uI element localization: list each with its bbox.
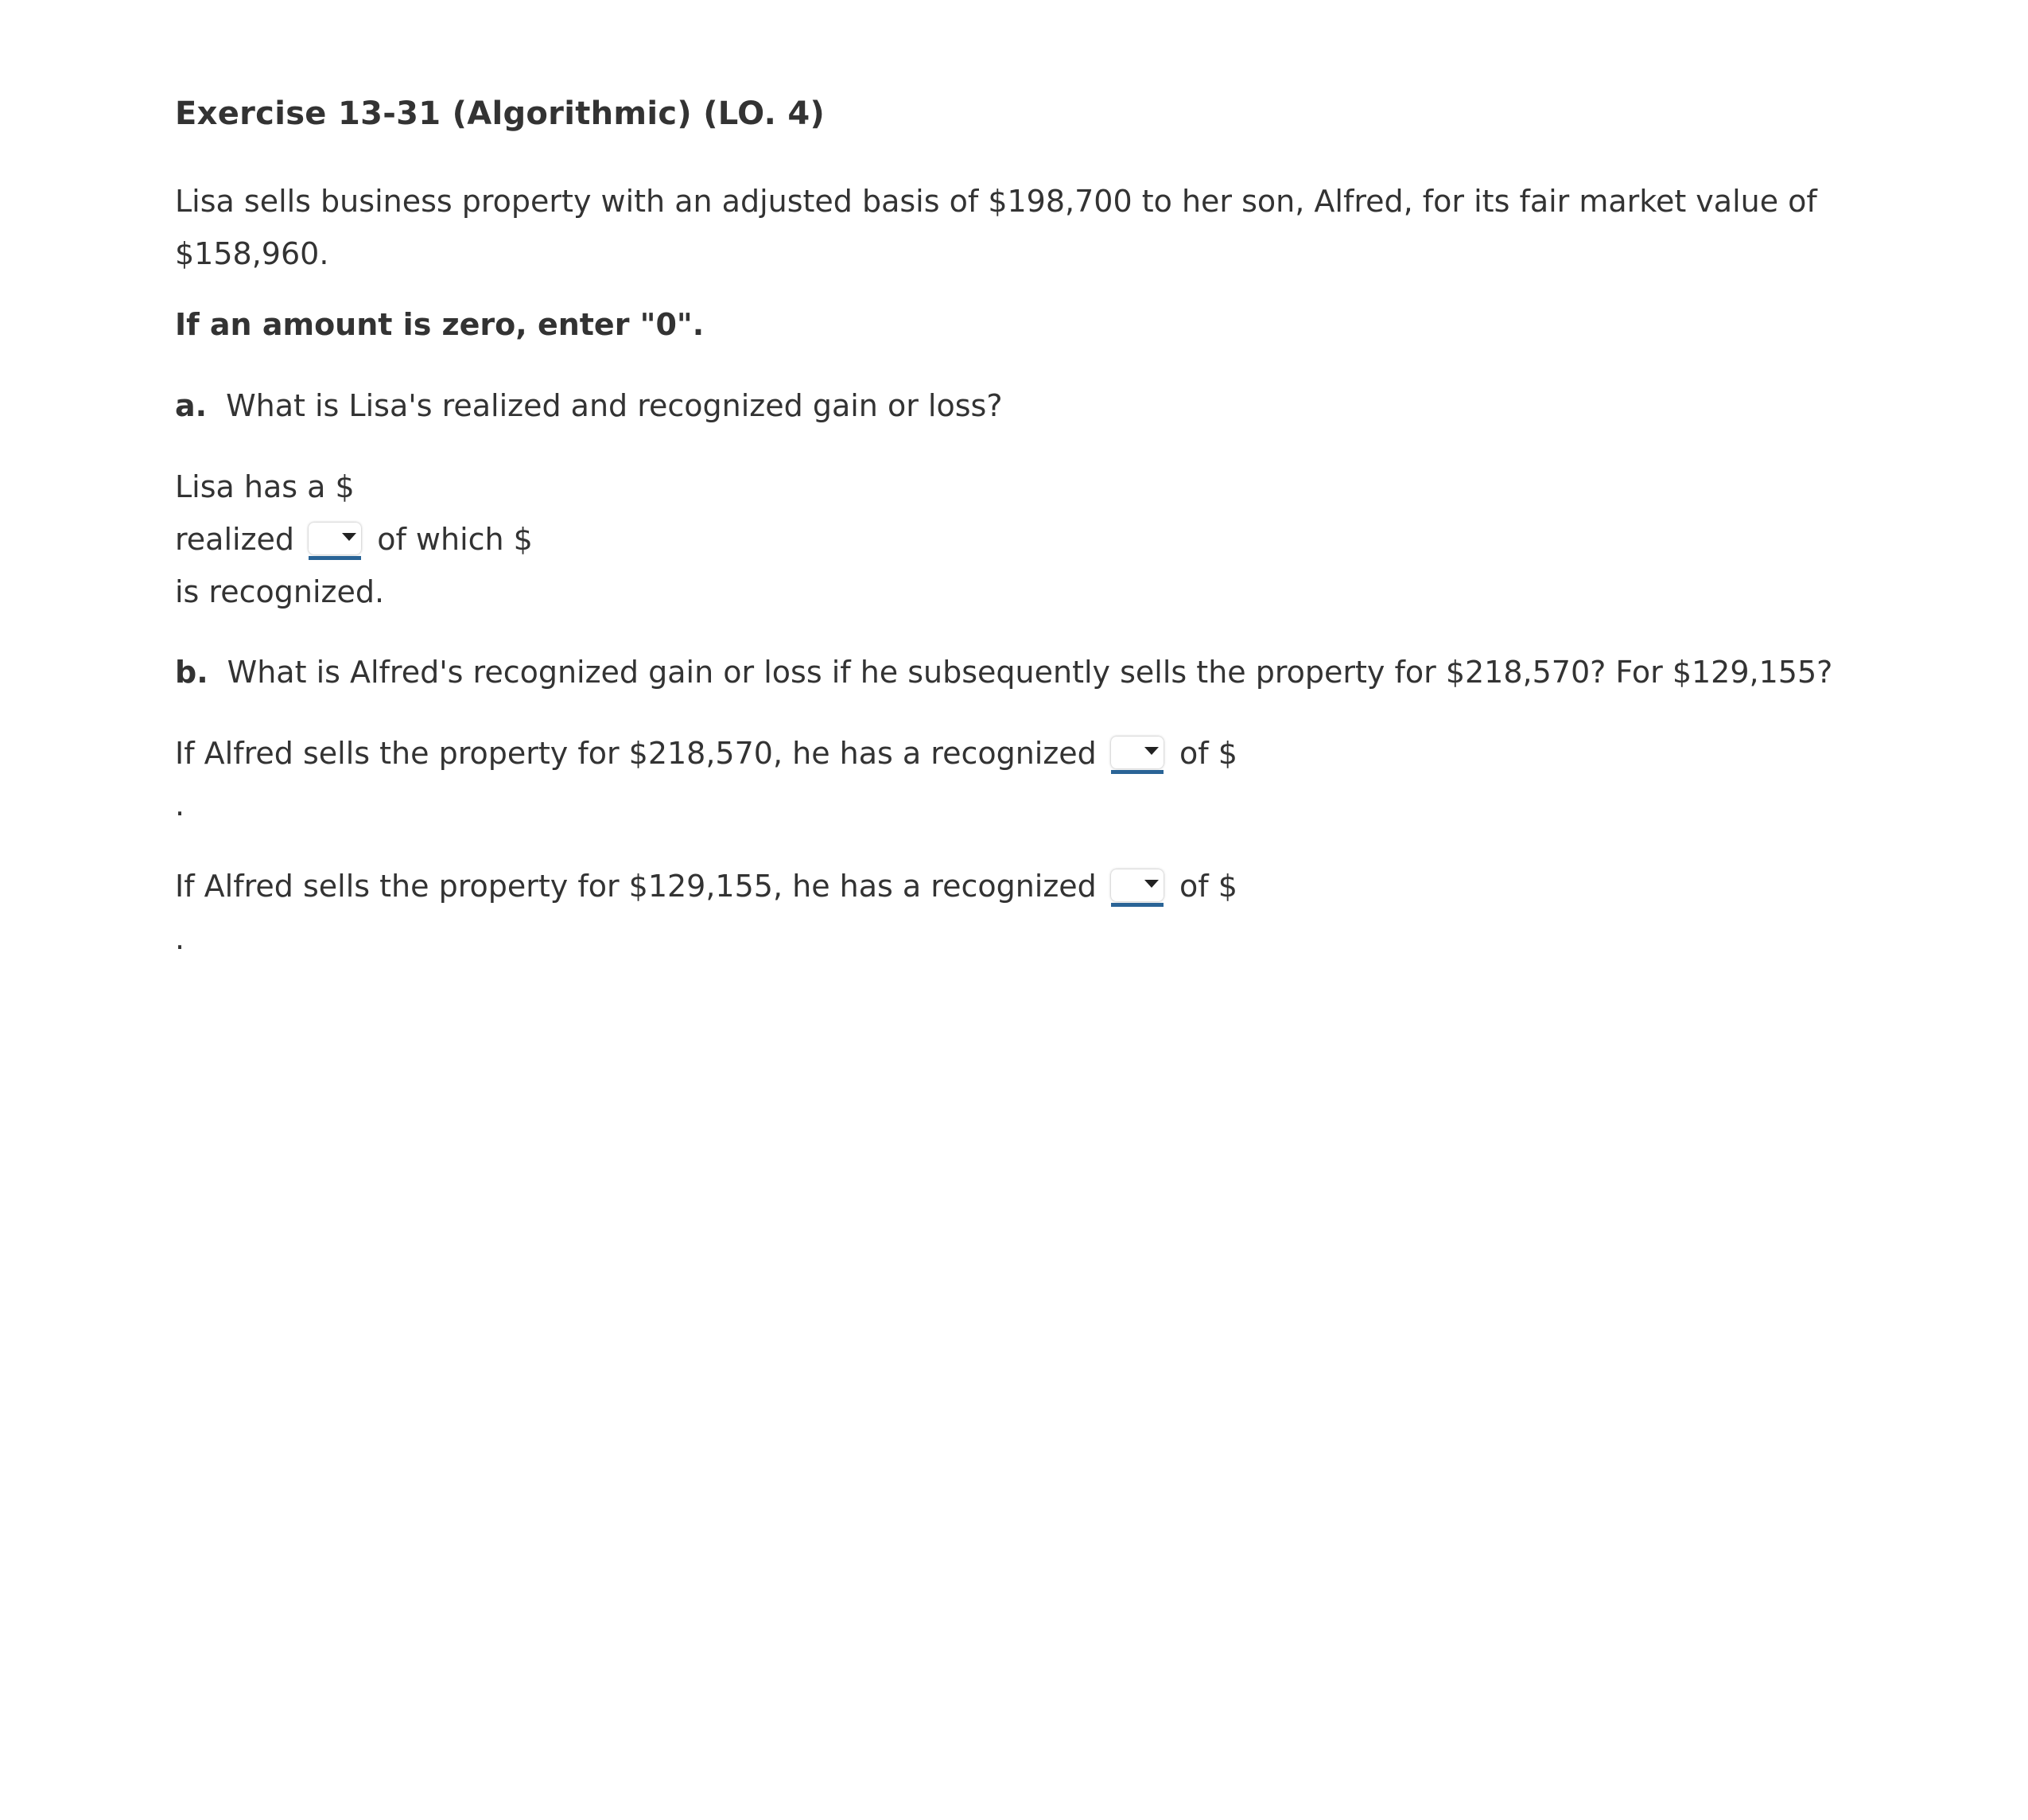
part-b-answer-1-gain-loss-dropdown[interactable]: [1111, 737, 1164, 768]
part-b-label: b.: [175, 655, 208, 690]
part-a-label: a.: [175, 388, 208, 423]
part-a-line2-prefix: realized: [175, 522, 295, 557]
part-b-answer-1: [175, 736, 1237, 772]
part-b-answer-1-suffix: of $: [1179, 736, 1237, 771]
chevron-down-icon: [342, 533, 356, 541]
zero-instruction: If an amount is zero, enter "0".: [175, 307, 705, 342]
exercise-title: Exercise 13-31 (Algorithmic) (LO. 4): [175, 95, 826, 132]
part-b-question-text: What is Alfred's recognized gain or loss if he subsequently sells the property for $218,570? For $129,155?: [227, 655, 1833, 690]
chevron-down-icon: [1144, 880, 1159, 888]
part-a-answer-line-1: [175, 469, 355, 504]
part-b-answer-2-gain-loss-dropdown[interactable]: [1111, 869, 1164, 901]
part-b-answer-1-prefix: If Alfred sells the property for $218,570, he has a recognized: [175, 736, 1097, 771]
part-b-answer-2-prefix: If Alfred sells the property for $129,155, he has a recognized: [175, 869, 1097, 904]
part-b-answer-1-end: .: [175, 788, 185, 822]
part-b-question: [175, 655, 1832, 690]
part-a-line1-text: Lisa has a $: [175, 469, 355, 504]
part-a-question: [175, 388, 1002, 423]
part-a-question-text: What is Lisa's realized and recognized gain or loss?: [226, 388, 1003, 423]
part-a-line3-text: is recognized.: [175, 574, 385, 609]
part-b-answer-2-suffix: of $: [1179, 869, 1237, 904]
part-a-gain-loss-dropdown[interactable]: [309, 523, 361, 554]
part-a-line2-suffix: of which $: [377, 522, 533, 557]
part-a-answer-line-3: [175, 574, 384, 609]
part-b-answer-2: [175, 869, 1237, 904]
chevron-down-icon: [1144, 747, 1159, 755]
part-b-answer-2-end: .: [175, 921, 185, 956]
problem-text: Lisa sells business property with an adjusted basis of $198,700 to her son, Alfred, for its fair market value of $158,960.: [175, 184, 1817, 271]
part-a-answer-line-2: [175, 522, 533, 558]
